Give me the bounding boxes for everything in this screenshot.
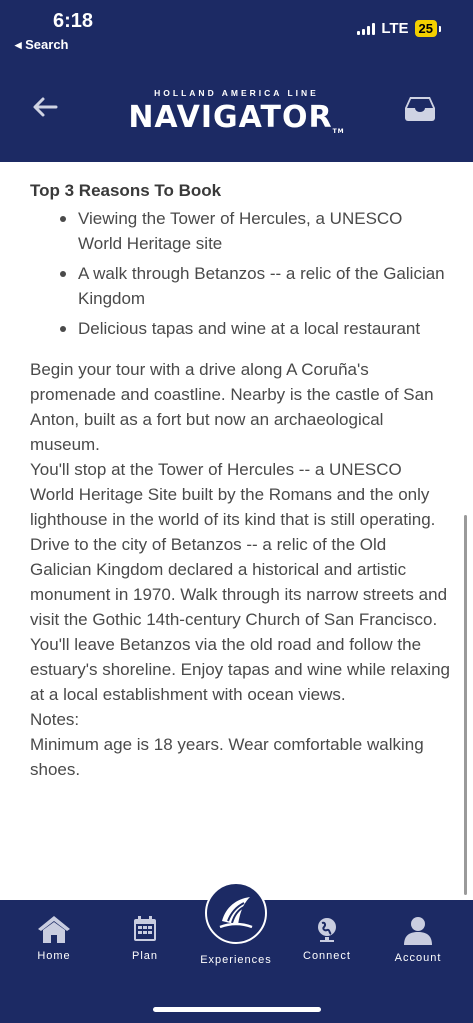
brand-tm: TM — [332, 128, 345, 135]
notes-label: Notes: — [30, 710, 80, 729]
tab-account-label: Account — [394, 952, 442, 964]
reasons-list — [30, 206, 450, 341]
section-title: Top 3 Reasons To Book — [30, 181, 222, 200]
reason-item: Delicious tapas and wine at a local restaurant — [60, 316, 450, 341]
description-paragraph: Begin your tour with a drive along A Coruña's promenade and coastline. Nearby is the castle of San Anton, built as a fort but now an archaeological museum. — [30, 360, 434, 454]
scrollbar[interactable] — [464, 515, 467, 895]
signal-icon — [357, 23, 375, 35]
ship-icon — [205, 882, 267, 944]
home-icon — [36, 914, 72, 944]
tab-plan-label: Plan — [131, 950, 159, 962]
tab-experiences-label: Experiences — [200, 954, 272, 966]
reason-item: Viewing the Tower of Hercules, a UNESCO World Heritage site — [60, 206, 450, 256]
reason-item: A walk through Betanzos -- a relic of the Galician Kingdom — [60, 261, 450, 311]
description — [30, 357, 450, 782]
user-icon — [402, 914, 434, 946]
excursion-details — [30, 181, 450, 782]
tab-account[interactable] — [378, 914, 458, 964]
home-indicator[interactable] — [153, 1007, 321, 1012]
description-paragraph: Drive to the city of Betanzos -- a relic of the Old Galician Kingdom declared a historical and artistic monument in 1970. Walk through its narrow streets and visit the Gothic 14th-century Church of San Francisco. — [30, 535, 448, 629]
globe-icon — [312, 914, 342, 944]
tab-home-label: Home — [37, 950, 71, 962]
tab-home[interactable] — [14, 914, 94, 962]
app-header — [0, 0, 473, 162]
notes-text: Minimum age is 18 years. Wear comfortable walking shoes. — [30, 735, 424, 779]
tab-plan[interactable] — [105, 914, 185, 962]
battery-tip — [439, 26, 441, 32]
tab-experiences[interactable] — [196, 882, 276, 966]
tab-connect[interactable] — [287, 914, 367, 962]
bottom-tab-bar — [0, 900, 473, 1023]
battery-icon: 25 — [415, 20, 437, 37]
description-paragraph: You'll stop at the Tower of Hercules -- a UNESCO World Heritage Site built by the Romans and the only lighthouse in the world of its kind that is still operating. — [30, 460, 436, 529]
brand-top-text: HOLLAND AMERICA LINE — [154, 88, 319, 98]
tab-connect-label: Connect — [303, 950, 351, 962]
network-label: LTE — [381, 20, 409, 37]
calendar-icon — [130, 914, 160, 944]
back-to-search-link[interactable]: ◂ Search — [15, 37, 69, 52]
description-paragraph: You'll leave Betanzos via the old road and follow the estuary's shoreline. Enjoy tapas and wine while relaxing at a local establishment with ocean views. — [30, 635, 450, 704]
status-time: 6:18 — [53, 10, 94, 32]
brand-name: NAVIGATOR — [128, 100, 333, 135]
status-indicators — [357, 20, 441, 37]
inbox-icon[interactable] — [403, 94, 437, 122]
